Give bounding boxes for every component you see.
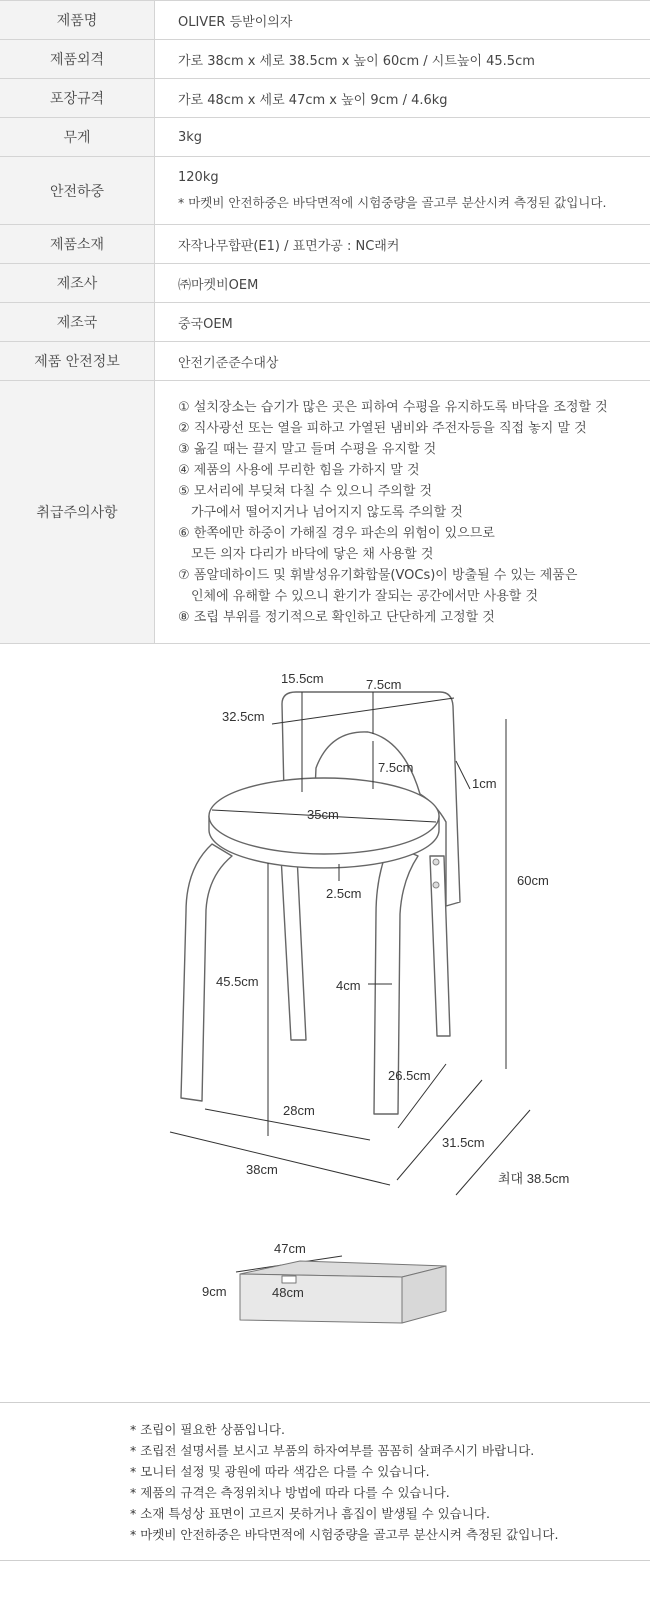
spec-value: ㈜마켓비OEM — [155, 264, 650, 303]
notes-divider — [0, 1402, 650, 1403]
care-item: ③ 옮길 때는 끌지 말고 들며 수평을 유지할 것 — [178, 441, 437, 457]
dim-leg-span-side: 26.5cm — [388, 1068, 431, 1083]
care-item: ⑥ 한쪽에만 하중이 가해질 경우 파손의 위험이 있으므로 — [178, 525, 495, 541]
spec-value: 가로 38cm x 세로 38.5cm x 높이 60cm / 시트높이 45.5cm — [155, 40, 650, 79]
dim-total-height: 60cm — [517, 873, 549, 888]
spec-label: 포장규격 — [0, 79, 155, 118]
safety-load-value: 120kg — [178, 170, 219, 185]
care-list — [178, 397, 650, 628]
spec-row-name — [0, 1, 650, 40]
care-item: ④ 제품의 사용에 무리한 힘을 가하지 말 것 — [178, 462, 420, 478]
dim-leg-span-front: 28cm — [283, 1103, 315, 1118]
bolt-icon — [433, 859, 439, 865]
spec-row-size — [0, 40, 650, 79]
care-item: ② 직사광선 또는 열을 피하고 가열된 냄비와 주전자등을 직접 놓지 말 것 — [178, 420, 587, 436]
dim-line — [456, 761, 470, 789]
spec-value: OLIVER 등받이의자 — [155, 1, 650, 40]
note-item: * 조립이 필요한 상품입니다. — [130, 1422, 285, 1437]
spec-table — [0, 0, 650, 644]
dim-seat-diameter: 35cm — [307, 807, 339, 822]
spec-label: 제조사 — [0, 264, 155, 303]
spec-row-safety-load — [0, 157, 650, 225]
note-item: * 조립전 설명서를 보시고 부품의 하자여부를 꼼꼼히 살펴주시기 바랍니다. — [130, 1443, 535, 1458]
note-item: * 모니터 설정 및 광원에 따라 색감은 다를 수 있습니다. — [130, 1464, 430, 1479]
dim-back-side: 32.5cm — [222, 709, 265, 724]
chair-back-leg — [281, 856, 306, 1040]
care-cell — [155, 381, 650, 644]
dim-line — [397, 1080, 482, 1180]
dim-back-thickness: 1cm — [472, 776, 497, 791]
dim-width: 38cm — [246, 1162, 278, 1177]
dim-line — [170, 1132, 390, 1185]
package-box-front — [240, 1274, 402, 1323]
dim-package-height: 9cm — [202, 1284, 227, 1299]
chair-front-left-leg — [181, 844, 232, 1101]
dimension-diagram — [0, 644, 650, 1404]
chair-drawing — [0, 644, 650, 1404]
spec-row-manufacturer — [0, 264, 650, 303]
care-item: ⑦ 폼알데하이드 및 휘발성유기화합물(VOCs)이 방출될 수 있는 제품은 — [178, 567, 578, 583]
spec-value — [155, 157, 650, 225]
care-item-continued: 모든 의자 다리가 바닥에 닿은 채 사용할 것 — [191, 546, 434, 562]
spec-label: 제품외격 — [0, 40, 155, 79]
dim-back-top-right: 7.5cm — [366, 677, 402, 692]
spec-label: 제품명 — [0, 1, 155, 40]
dim-max-depth: 최대 38.5cm — [498, 1171, 570, 1186]
dim-seat-thickness: 2.5cm — [326, 886, 362, 901]
spec-label: 무게 — [0, 118, 155, 157]
spec-row-country — [0, 303, 650, 342]
spec-value: 3kg — [155, 118, 650, 157]
care-item: ⑤ 모서리에 부딪쳐 다칠 수 있으니 주의할 것 — [178, 483, 433, 499]
spec-row-care — [0, 381, 650, 644]
spec-label: 취급주의사항 — [0, 381, 155, 644]
spec-row-safety-info — [0, 342, 650, 381]
bottom-divider — [0, 1560, 650, 1561]
spec-label: 안전하중 — [0, 157, 155, 225]
bolt-icon — [433, 882, 439, 888]
dim-depth: 31.5cm — [442, 1135, 485, 1150]
dim-leg-width: 4cm — [336, 978, 361, 993]
care-item: ① 설치장소는 습기가 많은 곳은 피하여 수평을 유지하도록 바닥을 조정할 것 — [178, 399, 608, 415]
safety-load-note: * 마켓비 안전하중은 바닥면적에 시험중량을 골고루 분산시켜 측정된 값입니다. — [178, 195, 607, 210]
dim-back-top-left: 15.5cm — [281, 671, 324, 686]
spec-value: 안전기준준수대상 — [155, 342, 650, 381]
care-item-continued: 인체에 유해할 수 있으니 환기가 잘되는 공간에서만 사용할 것 — [191, 588, 539, 604]
spec-value: 자작나무합판(E1) / 표면가공 : NC래커 — [155, 225, 650, 264]
dim-seat-height: 45.5cm — [216, 974, 259, 989]
spec-row-material — [0, 225, 650, 264]
spec-label: 제품 안전정보 — [0, 342, 155, 381]
dim-package-depth: 47cm — [274, 1241, 306, 1256]
dim-package-width: 48cm — [272, 1285, 304, 1300]
spec-row-package — [0, 79, 650, 118]
notes-list — [130, 1419, 558, 1545]
note-item: * 마켓비 안전하중은 바닥면적에 시험중량을 골고루 분산시켜 측정된 값입니다. — [130, 1527, 559, 1542]
spec-row-weight — [0, 118, 650, 157]
spec-label: 제품소재 — [0, 225, 155, 264]
dim-back-gap: 7.5cm — [378, 760, 414, 775]
spec-label: 제조국 — [0, 303, 155, 342]
care-item: ⑧ 조립 부위를 정기적으로 확인하고 단단하게 고정할 것 — [178, 609, 495, 625]
note-item: * 소재 특성상 표면이 고르지 못하거나 흠집이 발생될 수 있습니다. — [130, 1506, 490, 1521]
note-item: * 제품의 규격은 측정위치나 방법에 따라 다를 수 있습니다. — [130, 1485, 450, 1500]
spec-value: 가로 48cm x 세로 47cm x 높이 9cm / 4.6kg — [155, 79, 650, 118]
package-label — [282, 1276, 296, 1283]
care-item-continued: 가구에서 떨어지거나 넘어지지 않도록 주의할 것 — [191, 504, 463, 520]
spec-value: 중국OEM — [155, 303, 650, 342]
